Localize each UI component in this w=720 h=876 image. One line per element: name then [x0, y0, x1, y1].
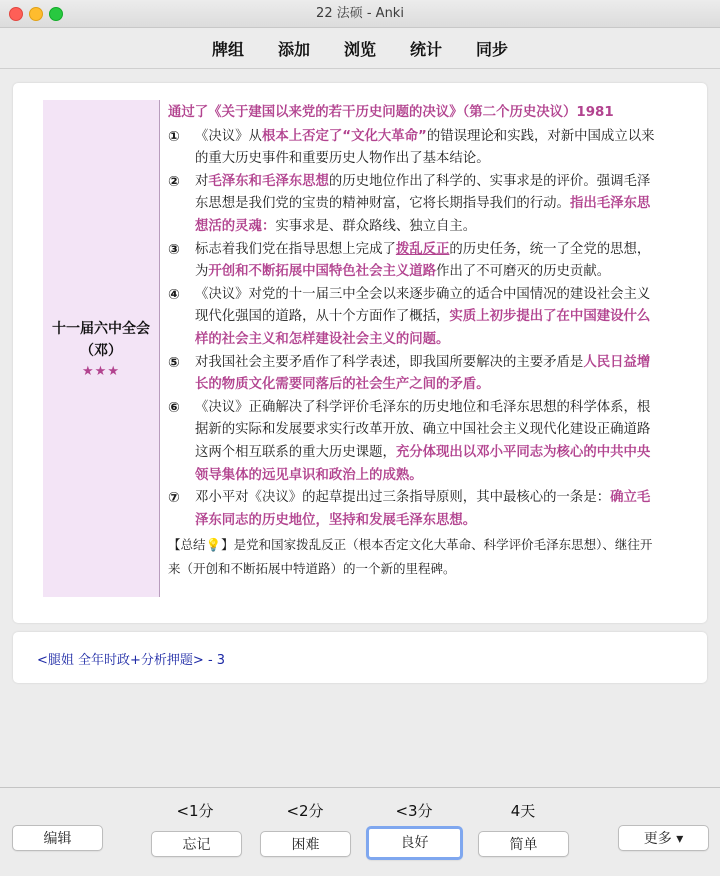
- point-highlight: 充分体现出以邓小平同志为核心的中共中央领导集体的远见卓识和政治上的成熟。: [195, 444, 651, 483]
- answer-bar: [0, 787, 720, 876]
- window-titlebar: [0, 0, 720, 28]
- topic-title: [52, 318, 150, 362]
- interval-hard: <2分: [286, 802, 324, 820]
- toolbar-add[interactable]: 添加: [277, 39, 310, 59]
- good-button[interactable]: 良好: [366, 826, 463, 860]
- again-button[interactable]: 忘记: [151, 831, 242, 857]
- point-highlight: 拨乱反正: [395, 241, 450, 257]
- interval-easy: 4天: [510, 802, 536, 820]
- point-text: 对我国社会主要矛盾作了科学表述，即我国所要解决的主要矛盾是: [195, 354, 584, 370]
- point-highlight: 确立毛泽东同志的历史地位，坚持和发展毛泽东思想。: [195, 490, 651, 528]
- point-text: 《决议》正确解决了科学评价毛泽东的历史地位和毛泽东思想的科学体系，根据新的实际和发展要求实行改革开放、确立中国社会主义现代化建设正确道路这两个相互联系的重大历史课题，: [195, 399, 651, 460]
- main-toolbar: [0, 28, 720, 69]
- easy-button[interactable]: 简单: [478, 831, 569, 857]
- toolbar-decks[interactable]: 牌组: [211, 39, 244, 59]
- point-number: ③: [168, 241, 180, 258]
- point-6: [168, 397, 662, 487]
- point-highlight: 实质上初步提出了在中国建设什么样的社会主义和怎样建设社会主义的问题。: [195, 309, 651, 347]
- point-number: ④: [168, 286, 180, 303]
- toolbar-stats[interactable]: 统计: [410, 39, 443, 59]
- point-3: [168, 239, 662, 284]
- edit-button[interactable]: 编辑: [12, 825, 103, 851]
- topic-line-2: （邓）: [80, 343, 122, 359]
- importance-stars: ★★★: [82, 364, 120, 379]
- point-highlight: 人民日益增长的物质文化需要同落后的社会生产之间的矛盾。: [195, 354, 651, 393]
- point-highlight: 根本上否定了“文化大革命”: [261, 128, 427, 144]
- note-content: [43, 100, 672, 597]
- summary-text: 】是党和国家拨乱反正（根本否定文化大革命、科学评价毛泽东思想）、继往开来（开创和不断拓展中特道路）的一个新的里程碑。: [168, 537, 653, 577]
- point-text: 的历史任务，统一了全党的思想，为: [195, 241, 651, 280]
- close-window-button[interactable]: [9, 7, 23, 21]
- source-text[interactable]: <腿姐 全年时政+分析押题> - 3: [37, 653, 226, 668]
- toolbar-browse[interactable]: 浏览: [343, 39, 376, 59]
- point-number: ①: [168, 128, 180, 145]
- point-highlight: 指出毛泽东思想活的灵魂：: [195, 196, 651, 234]
- point-highlight: 毛泽东和毛泽东思想: [208, 173, 329, 189]
- summary: [168, 533, 662, 581]
- detail-cell: [160, 100, 672, 597]
- topic-line-1: 十一届六中全会: [52, 321, 150, 337]
- hard-button[interactable]: 困难: [260, 831, 351, 857]
- point-text: 的历史地位作出了科学的、实事求是的评价。强调毛泽东思想是我们党的宝贵的精神财富，它将长期指导我们的行动。: [195, 173, 651, 212]
- point-text: 《决议》从: [195, 128, 262, 144]
- topic-cell: [43, 100, 160, 597]
- point-number: ⑤: [168, 354, 180, 371]
- window-title: 22 法硕 - Anki: [316, 6, 404, 21]
- headline: 通过了《关于建国以来党的若干历史问题的决议》（第二个历史决议）1981: [168, 105, 614, 120]
- point-text: 作出了不可磨灭的历史贡献。: [436, 264, 611, 280]
- point-text: 邓小平对《决议》的起草提出过三条指导原则，其中最核心的一条是：: [195, 490, 611, 506]
- minimize-window-button[interactable]: [29, 7, 43, 21]
- point-7: [168, 487, 662, 532]
- point-text: 标志着我们党在指导思想上完成了: [195, 241, 396, 257]
- summary-prefix: 【总结: [168, 537, 206, 553]
- point-4: [168, 284, 662, 352]
- point-2: [168, 171, 662, 239]
- point-number: ②: [168, 173, 180, 190]
- point-text: 对: [195, 173, 209, 189]
- point-text: 实事求是、群众路线、独立自主。: [275, 218, 477, 234]
- point-highlight: 开创和不断拓展中国特色社会主义道路: [208, 264, 437, 280]
- source-panel: [13, 632, 707, 683]
- point-number: ⑥: [168, 399, 180, 416]
- lightbulb-icon: 💡: [205, 537, 222, 553]
- point-1: [168, 126, 662, 171]
- point-number: ⑦: [168, 490, 180, 507]
- interval-again: <1分: [176, 802, 214, 820]
- point-5: [168, 352, 662, 397]
- point-text: 的错误理论和实践，对新中国成立以来的重大历史事件和重要历史人物作出了基本结论。: [195, 128, 655, 167]
- maximize-window-button[interactable]: [49, 7, 63, 21]
- point-text: 《决议》对党的十一届三中全会以来逐步确立的适合中国情况的建设社会主义现代化强国的道路，从十个方面作了概括，: [195, 286, 651, 325]
- toolbar-sync[interactable]: 同步: [476, 39, 509, 59]
- interval-good: <3分: [395, 802, 433, 820]
- more-button[interactable]: 更多 ▾: [618, 825, 709, 851]
